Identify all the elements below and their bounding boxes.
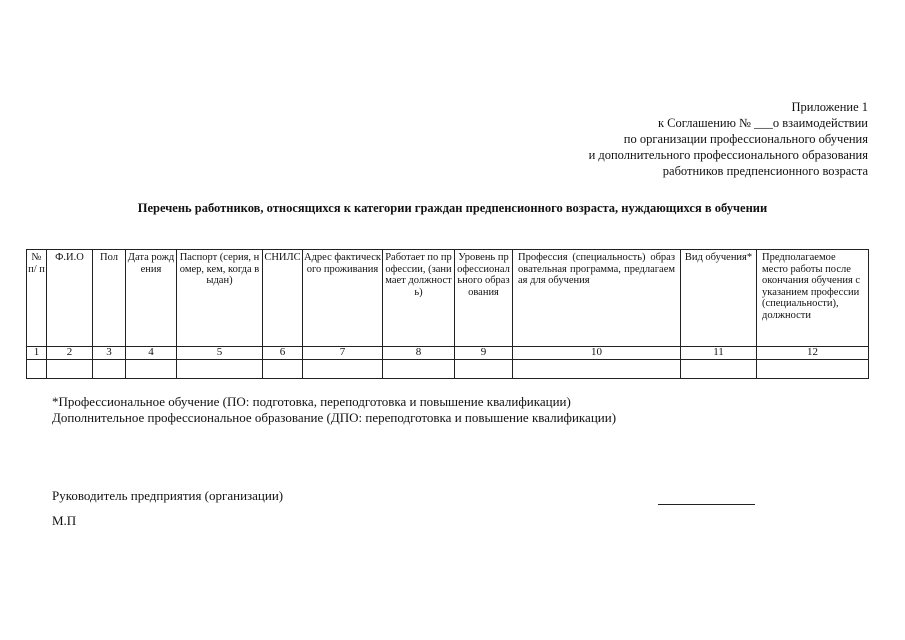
column-number: 9 [455, 347, 513, 360]
appendix-line: Приложение 1 [791, 100, 868, 114]
column-header: Профессия (специальность) образовательная программа, предлагаемая для обучения [513, 250, 681, 347]
table-cell [757, 360, 869, 379]
column-header: Дата рождения [126, 250, 177, 347]
column-number: 2 [47, 347, 93, 360]
table-cell [177, 360, 263, 379]
director-signature-label: Руководитель предприятия (организации) [52, 488, 284, 503]
table-cell [383, 360, 455, 379]
signature-line [658, 504, 755, 505]
table-header-row [27, 250, 869, 347]
column-header: Предполагаемое место работы после окончания обучения с указанием профессии (специальности), должности [757, 250, 869, 347]
table-row [27, 360, 869, 379]
column-header: Ф.И.О [47, 250, 93, 347]
column-header: СНИЛС [263, 250, 303, 347]
table-cell [93, 360, 126, 379]
table-cell [27, 360, 47, 379]
table-cell [681, 360, 757, 379]
workers-table [26, 249, 869, 379]
column-header: № п/ п [27, 250, 47, 347]
column-number: 3 [93, 347, 126, 360]
appendix-line: к Соглашению № ___о взаимодействии [657, 116, 868, 130]
column-number-row [27, 347, 869, 360]
table-cell [513, 360, 681, 379]
column-header: Паспорт (серия, номер, кем, когда выдан) [177, 250, 263, 347]
document-title: Перечень работников, относящихся к категории граждан предпенсионного возраста, нуждающихся в обучении [137, 201, 768, 215]
column-header: Уровень профессионального образования [455, 250, 513, 347]
footnotes [52, 394, 616, 426]
column-number: 10 [513, 347, 681, 360]
column-number: 4 [126, 347, 177, 360]
table-cell [263, 360, 303, 379]
stamp-label: М.П [52, 513, 77, 528]
column-number: 7 [303, 347, 383, 360]
table-cell [455, 360, 513, 379]
column-header: Вид обучения* [681, 250, 757, 347]
column-number: 11 [681, 347, 757, 360]
column-header: Адрес фактического проживания [303, 250, 383, 347]
column-header: Работает по профессии, (занимает должность) [383, 250, 455, 347]
appendix-line: по организации профессионального обучения [623, 132, 868, 146]
appendix-line: и дополнительного профессионального образования [588, 148, 868, 162]
footnote-dpo: Дополнительное профессиональное образование (ДПО: переподготовка и повышение квалификации) [52, 410, 617, 425]
table-cell [47, 360, 93, 379]
table-cell [303, 360, 383, 379]
column-header: Пол [93, 250, 126, 347]
footnote-po: *Профессиональное обучение (ПО: подготовка, переподготовка и повышение квалификации) [52, 394, 571, 409]
appendix-header [589, 99, 868, 179]
column-number: 12 [757, 347, 869, 360]
appendix-line: работников предпенсионного возраста [662, 164, 868, 178]
column-number: 1 [27, 347, 47, 360]
column-number: 6 [263, 347, 303, 360]
table-cell [126, 360, 177, 379]
column-number: 8 [383, 347, 455, 360]
column-number: 5 [177, 347, 263, 360]
